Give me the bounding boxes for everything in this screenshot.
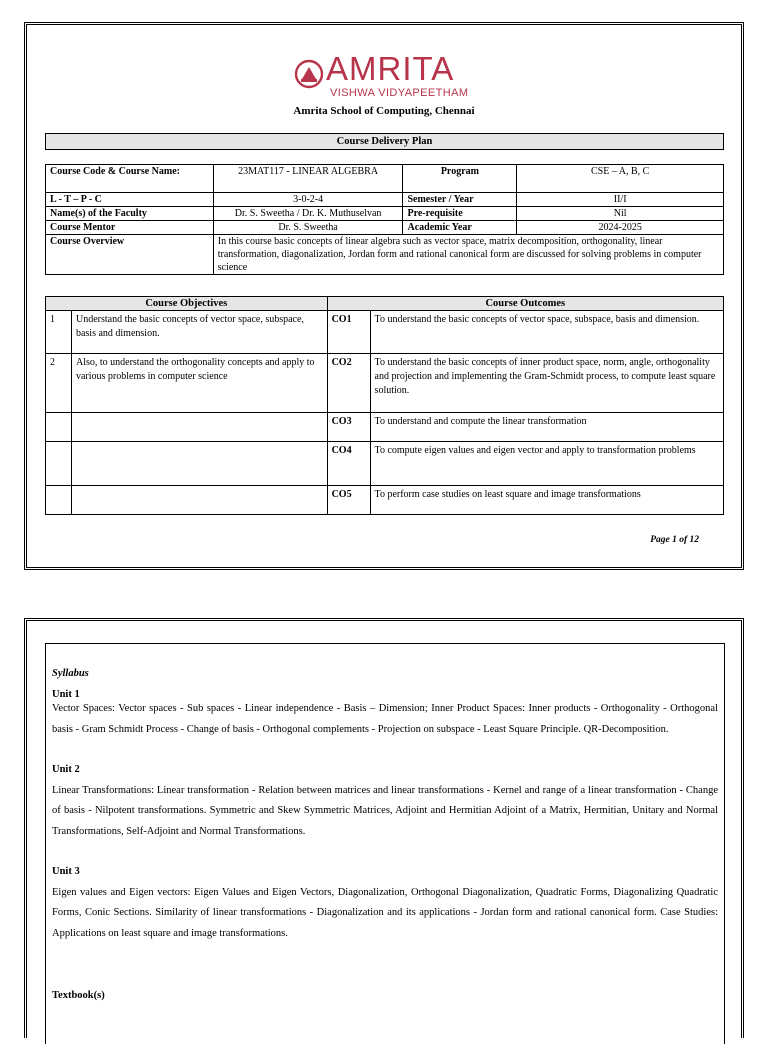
semester-value: II/I	[517, 193, 724, 207]
objective-text: Understand the basic concepts of vector space, subspace, basis and dimension.	[71, 311, 327, 354]
objective-number	[46, 442, 72, 486]
objective-number	[46, 413, 72, 442]
overview-label: Course Overview	[46, 235, 214, 275]
table-row	[46, 354, 724, 413]
unit-heading: Unit 1	[52, 688, 80, 700]
objective-text	[71, 486, 327, 515]
outcome-text: To understand and compute the linear transformation	[370, 413, 723, 442]
table-row	[46, 486, 724, 515]
page-number: Page 1 of 12	[650, 535, 699, 545]
program-value: CSE – A, B, C	[517, 165, 724, 193]
table-header-row	[46, 297, 724, 311]
outcome-code: CO3	[327, 413, 370, 442]
outcome-text: To perform case studies on least square and image transformations	[370, 486, 723, 515]
table-row	[46, 193, 724, 207]
overview-value: In this course basic concepts of linear algebra such as vector space, matrix decomposition, orthogonality, linear transformation, diagonalization, Jordan form and rational canonical form are discussed for solving problems in computer science	[213, 235, 723, 275]
outcome-text: To understand the basic concepts of vector space, subspace, basis and dimension.	[370, 311, 723, 354]
syllabus-box	[45, 643, 725, 1044]
logo-subtitle: VISHWA VIDYAPEETHAM	[330, 87, 469, 99]
mentor-value: Dr. S. Sweetha	[213, 221, 403, 235]
outcome-code: CO5	[327, 486, 370, 515]
school-name: Amrita School of Computing, Chennai	[293, 105, 475, 117]
objective-text	[71, 413, 327, 442]
unit-text: Linear Transformations: Linear transformation - Relation between matrices and linear transformations - Kernel and range of a linear transformation - Change of basis - Nilpotent transformations. Symmetric and Skew Symmetric Matrices, Adjoint and Hermitian Adjoint of a Matrix, Hermitian, Unitary and Normal Transformations, Self-Adjoint and Normal Transformations.	[52, 784, 718, 837]
document-page-2	[24, 618, 744, 1038]
objective-number	[46, 486, 72, 515]
table-row	[46, 165, 724, 193]
table-row	[46, 235, 724, 275]
amrita-emblem-icon	[294, 59, 324, 89]
semester-label: Semester / Year	[403, 193, 517, 207]
outcome-text: To understand the basic concepts of inner product space, norm, angle, orthogonality and projection and implementing the Gram-Schmidt process, to compute least square solution.	[370, 354, 723, 413]
program-label: Program	[403, 165, 517, 193]
objective-text: Also, to understand the orthogonality concepts and apply to various problems in computer science	[71, 354, 327, 413]
document-page-1	[24, 22, 744, 570]
table-row	[46, 442, 724, 486]
faculty-value: Dr. S. Sweetha / Dr. K. Muthuselvan	[213, 207, 403, 221]
ltpc-value: 3-0-2-4	[213, 193, 403, 207]
objective-number: 2	[46, 354, 72, 413]
faculty-label: Name(s) of the Faculty	[46, 207, 214, 221]
unit-text: Eigen values and Eigen vectors: Eigen Values and Eigen Vectors, Diagonalization, Orthogonal Diagonalization, Quadratic Forms, Diagonalizing Quadratic Forms, Conic Sections. Similarity of linear transformations - Diagonalization and its applications - Jordan form and rational canonical form. Case Studies: Applications on least square and image transformations.	[52, 886, 718, 939]
textbook-heading: Textbook(s)	[52, 990, 105, 1001]
objective-text	[71, 442, 327, 486]
course-code-label: Course Code & Course Name:	[46, 165, 214, 193]
outcome-code: CO1	[327, 311, 370, 354]
logo-wordmark: AMRITA	[326, 50, 455, 87]
table-row	[46, 221, 724, 235]
course-info-table	[45, 164, 724, 275]
course-delivery-plan-title: Course Delivery Plan	[45, 133, 724, 150]
outcome-code: CO4	[327, 442, 370, 486]
table-row	[46, 413, 724, 442]
prerequisite-label: Pre-requisite	[403, 207, 517, 221]
outcome-code: CO2	[327, 354, 370, 413]
objectives-header: Course Objectives	[46, 297, 328, 311]
academic-year-label: Academic Year	[403, 221, 517, 235]
syllabus-title: Syllabus	[52, 668, 89, 679]
page-separator	[0, 570, 768, 620]
outcome-text: To compute eigen values and eigen vector and apply to transformation problems	[370, 442, 723, 486]
objective-number: 1	[46, 311, 72, 354]
unit-heading: Unit 2	[52, 764, 80, 775]
table-row	[46, 311, 724, 354]
outcomes-header: Course Outcomes	[327, 297, 723, 311]
table-row	[46, 207, 724, 221]
ltpc-label: L - T – P - C	[46, 193, 214, 207]
prerequisite-value: Nil	[517, 207, 724, 221]
mentor-label: Course Mentor	[46, 221, 214, 235]
unit-heading: Unit 3	[52, 866, 80, 877]
academic-year-value: 2024-2025	[517, 221, 724, 235]
unit-text: Vector Spaces: Vector spaces - Sub spaces - Linear independence - Basis – Dimension; Inner Product Spaces: Inner products - Orthogonality - Orthogonal basis - Gram Schmidt Process - Change of basis - Orthogonal complements - Projection on subspace - Least Square Principle. QR-Decomposition.	[52, 703, 718, 735]
objectives-outcomes-table	[45, 296, 724, 515]
course-code-value: 23MAT117 - LINEAR ALGEBRA	[213, 165, 403, 193]
